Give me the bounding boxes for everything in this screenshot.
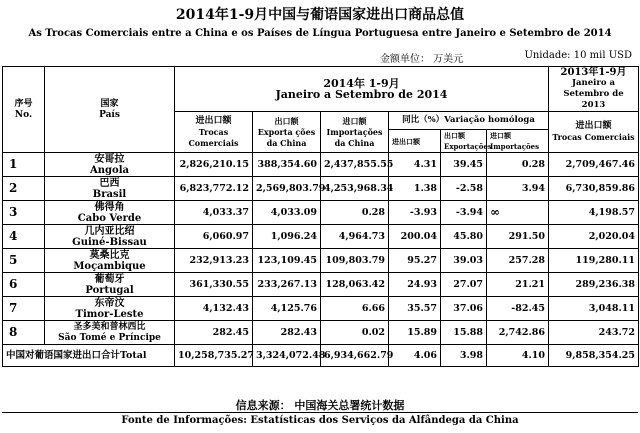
cell-import: 0.28 (321, 201, 389, 225)
footer-divider (2, 412, 638, 413)
row-index: 3 (3, 201, 45, 225)
total-chg-import: 4.10 (487, 345, 549, 367)
total-trade-2013: 9,858,354.25 (549, 345, 639, 367)
cell-import: 4,964.73 (321, 225, 389, 249)
cell-chg-trade: 95.27 (389, 249, 441, 273)
document-title: 2014年1-9月中国与葡语国家进出口商品总值 (175, 7, 465, 23)
col-header-import: 进口额 Importações da China (321, 112, 389, 153)
period-2013-pt: Janeiro a Setembro de 2013 (563, 78, 624, 110)
row-country: 巴西 Brasil (45, 177, 175, 201)
cell-chg-export: -2.58 (441, 177, 487, 201)
row-index: 4 (3, 225, 45, 249)
col-header-chg-import: 进口额 Importações (487, 130, 549, 153)
cell-trade-2013: 2,709,467.46 (549, 153, 639, 177)
cell-trade: 4,033.37 (175, 201, 253, 225)
cell-export: 388,354.60 (253, 153, 321, 177)
col-header-chg-export: 出口额 Exportações (441, 130, 487, 153)
total-chg-export: 3.98 (441, 345, 487, 367)
cell-trade: 2,826,210.15 (175, 153, 253, 177)
row-index: 5 (3, 249, 45, 273)
row-index: 6 (3, 273, 45, 297)
table-row (3, 321, 639, 345)
cell-trade: 6,060.97 (175, 225, 253, 249)
cell-trade-2013: 3,048.11 (549, 297, 639, 321)
cell-import: 109,803.79 (321, 249, 389, 273)
row-country: 佛得角 Cabo Verde (45, 201, 175, 225)
cell-chg-trade: 24.93 (389, 273, 441, 297)
cell-chg-import: 2,742.86 (487, 321, 549, 345)
cell-export: 1,096.24 (253, 225, 321, 249)
trade-table (2, 66, 639, 367)
unit-label-cn: 金额单位： 万美元 (380, 54, 464, 65)
cell-export: 4,125.76 (253, 297, 321, 321)
col-header-trade: 进出口额 Trocas Comerciais (175, 112, 253, 153)
table-row (3, 201, 639, 225)
cell-export: 233,267.13 (253, 273, 321, 297)
cell-import: 128,063.42 (321, 273, 389, 297)
unit-label-pt: Unidade: 10 mil USD (524, 50, 632, 61)
cell-import: 2,437,855.55 (321, 153, 389, 177)
period-2014-pt: Janeiro a Setembro de 2014 (275, 88, 448, 101)
cell-trade-2013: 2,020.04 (549, 225, 639, 249)
cell-trade-2013: 289,236.38 (549, 273, 639, 297)
row-country: 莫桑比克 Moçambique (45, 249, 175, 273)
cell-chg-trade: 15.89 (389, 321, 441, 345)
table-row (3, 273, 639, 297)
cell-chg-trade: 35.57 (389, 297, 441, 321)
period-2014-cn: 2014年 1-9月 (323, 77, 400, 90)
cell-chg-export: 39.03 (441, 249, 487, 273)
cell-chg-trade: 1.38 (389, 177, 441, 201)
cell-trade: 6,823,772.12 (175, 177, 253, 201)
cell-chg-import: 0.28 (487, 153, 549, 177)
table-row (3, 249, 639, 273)
cell-chg-export: 37.06 (441, 297, 487, 321)
cell-trade-2013: 4,198.57 (549, 201, 639, 225)
table-row (3, 153, 639, 177)
cell-chg-trade: -3.93 (389, 201, 441, 225)
row-country: 葡萄牙 Portugal (45, 273, 175, 297)
header-row-1 (3, 67, 639, 112)
cell-import: 0.02 (321, 321, 389, 345)
cell-chg-export: 39.45 (441, 153, 487, 177)
cell-export: 4,033.09 (253, 201, 321, 225)
row-index: 7 (3, 297, 45, 321)
cell-chg-import: 291.50 (487, 225, 549, 249)
cell-trade: 282.45 (175, 321, 253, 345)
col-header-index: 序号 No. (3, 67, 45, 153)
table-row (3, 297, 639, 321)
col-header-country-cn: 国家 (100, 98, 119, 109)
cell-chg-export: 15.88 (441, 321, 487, 345)
row-index: 1 (3, 153, 45, 177)
col-header-trade-2013: 进出口额 Trocas Comerciais (549, 112, 639, 153)
total-label: 中国对葡语国家进出口合计Total (3, 345, 175, 367)
total-chg-trade: 4.06 (389, 345, 441, 367)
cell-chg-export: -3.94 (441, 201, 487, 225)
source-note-pt: Fonte de Informações: Estatísticas dos Serviços da Alfândega da China (121, 415, 519, 426)
cell-export: 123,109.45 (253, 249, 321, 273)
cell-chg-import: -82.45 (487, 297, 549, 321)
table-row (3, 177, 639, 201)
col-header-chg-trade: 进出口额 (389, 130, 441, 153)
cell-chg-trade: 200.04 (389, 225, 441, 249)
row-index: 2 (3, 177, 45, 201)
cell-chg-trade: 4.31 (389, 153, 441, 177)
col-header-change: 同比（%）Variação homóloga (389, 112, 549, 130)
cell-chg-export: 27.07 (441, 273, 487, 297)
row-country: 安哥拉 Angola (45, 153, 175, 177)
cell-trade-2013: 243.72 (549, 321, 639, 345)
row-country: 几内亚比绍 Guiné-Bissau (45, 225, 175, 249)
cell-export: 282.43 (253, 321, 321, 345)
cell-chg-import: 3.94 (487, 177, 549, 201)
cell-import: 6.66 (321, 297, 389, 321)
row-country: 东帝汶 Timor-Leste (45, 297, 175, 321)
row-country: 圣多美和普林西比 São Tomé e Príncipe (45, 321, 175, 345)
col-header-export: 出口额 Exporta ções da China (253, 112, 321, 153)
cell-import: 4,253,968.34 (321, 177, 389, 201)
cell-chg-import: 257.28 (487, 249, 549, 273)
period-2014-header (175, 67, 549, 112)
cell-trade-2013: 6,730,859.86 (549, 177, 639, 201)
cell-trade-2013: 119,280.11 (549, 249, 639, 273)
source-note-cn: 信息来源： 中国海关总署统计数据 (235, 399, 405, 412)
cell-chg-import: ∞ (487, 201, 549, 225)
cell-trade: 4,132.43 (175, 297, 253, 321)
cell-chg-export: 45.80 (441, 225, 487, 249)
cell-chg-import: 21.21 (487, 273, 549, 297)
table-row (3, 225, 639, 249)
document-subtitle: As Trocas Comerciais entre a China e os Países de Língua Portuguesa entre Janeiro e Setembro de 2014 (28, 28, 612, 39)
row-index: 8 (3, 321, 45, 345)
period-2013-header (549, 67, 639, 112)
col-header-country (45, 67, 175, 153)
total-trade: 10,258,735.27 (175, 345, 253, 367)
cell-trade: 232,913.23 (175, 249, 253, 273)
col-header-country-pt: País (99, 109, 120, 120)
total-row (3, 345, 639, 367)
cell-export: 2,569,803.79 (253, 177, 321, 201)
cell-trade: 361,330.55 (175, 273, 253, 297)
total-import: 6,934,662.79 (321, 345, 389, 367)
total-export: 3,324,072.48 (253, 345, 321, 367)
period-2013-cn: 2013年1-9月 (560, 67, 627, 78)
